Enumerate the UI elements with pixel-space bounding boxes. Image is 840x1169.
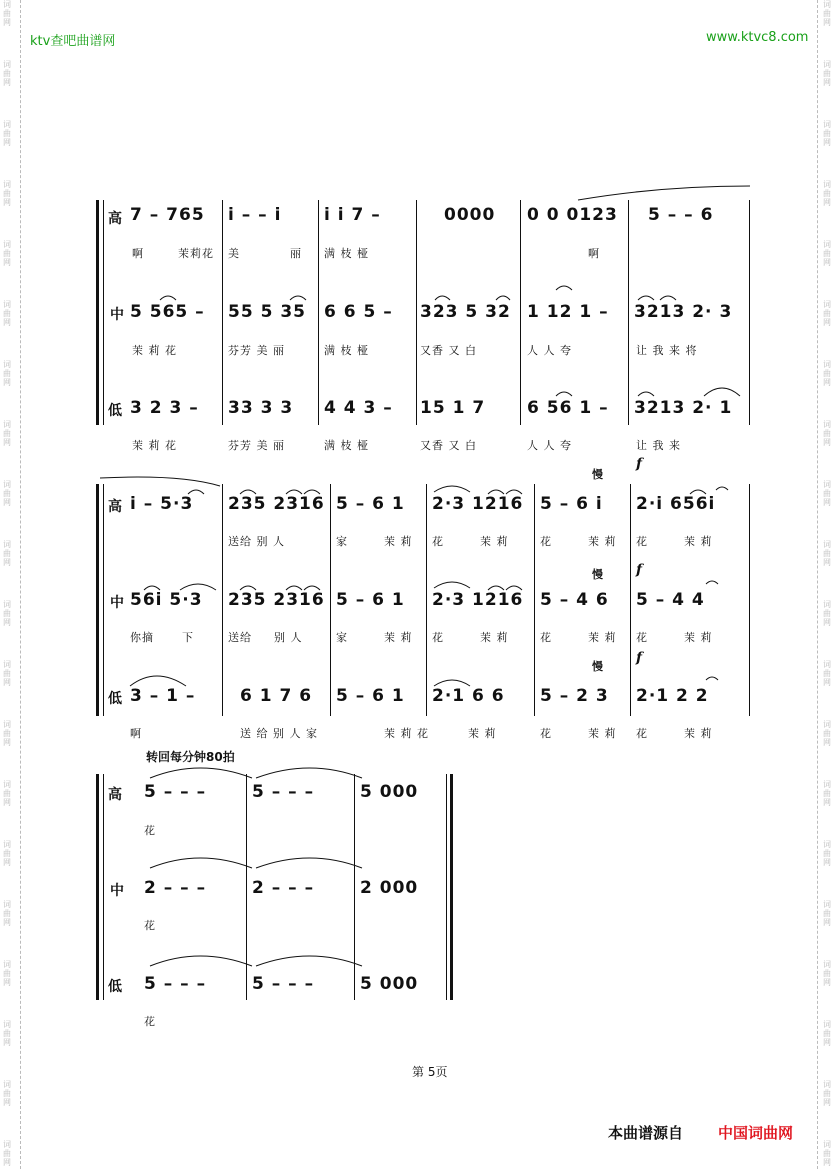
measure-notes: i – – i	[228, 205, 282, 225]
watermark-text: 词 曲 网	[823, 720, 831, 747]
part-label-low: 低	[108, 691, 122, 707]
measure-notes: 3213 2· 3	[634, 302, 733, 322]
lyric: 花	[144, 824, 156, 837]
watermark-text: 词 曲 网	[3, 660, 11, 687]
measure-notes: 5 – 6 1	[336, 686, 405, 706]
lyric: 芬芳 美 丽	[228, 344, 285, 357]
measure-notes: 4 4 3 –	[324, 398, 393, 418]
lyric: 丽	[290, 247, 302, 260]
measure-notes: 5 – 6 1	[336, 494, 405, 514]
measure-notes: i i 7 –	[324, 205, 381, 225]
part-label-low: 低	[108, 979, 122, 995]
measure-notes: 6 56 1 –	[527, 398, 609, 418]
forte-marking: f	[636, 650, 643, 666]
lyric: 啊	[132, 247, 144, 260]
measure-notes: i – 5·3	[130, 494, 194, 514]
measure-notes: 33 3 3	[228, 398, 294, 418]
watermark-text: 词 曲 网	[3, 540, 11, 567]
lyric: 满 枝 桠	[324, 247, 369, 260]
measure-notes: 235 2316	[228, 590, 325, 610]
watermark-text: 词 曲 网	[3, 1080, 11, 1107]
measure-notes: 5 – 6 i	[540, 494, 603, 514]
measure-notes: 0 0 0123	[527, 205, 618, 225]
measure-notes: 5 000	[360, 974, 419, 994]
watermark-text: 词 曲 网	[3, 600, 11, 627]
lyric: 花	[432, 535, 444, 548]
watermark-text: 词 曲 网	[823, 600, 831, 627]
lyric: 花	[636, 631, 648, 644]
measure-notes: 323 5 32	[420, 302, 511, 322]
page-number: 第 5页	[412, 1065, 448, 1079]
watermark-text: 词 曲 网	[823, 480, 831, 507]
lyric: 花	[636, 535, 648, 548]
lyric: 家	[336, 535, 348, 548]
lyric: 花	[144, 919, 156, 932]
watermark-text: 词 曲 网	[3, 480, 11, 507]
tempo-marking: 转回每分钟80拍	[146, 750, 235, 764]
forte-marking: f	[636, 456, 643, 472]
watermark-text: 词 曲 网	[823, 1020, 831, 1047]
watermark-text: 词 曲 网	[823, 1080, 831, 1107]
watermark-text: 词 曲 网	[823, 420, 831, 447]
measure-notes: 235 2316	[228, 494, 325, 514]
measure-notes: 3213 2· 1	[634, 398, 733, 418]
barline	[246, 774, 247, 1000]
measure-notes: 5 000	[360, 782, 419, 802]
measure-notes: 2·i 656i	[636, 494, 716, 514]
watermark-text: 词 曲 网	[823, 180, 831, 207]
measure-notes: 2 – – –	[144, 878, 207, 898]
measure-notes: 5 – – –	[144, 974, 207, 994]
lyric: 又香 又 白	[420, 344, 477, 357]
watermark-text: 词 曲 网	[3, 60, 11, 87]
watermark-text: 词 曲 网	[823, 0, 831, 27]
watermark-text: 词 曲 网	[823, 240, 831, 267]
lyric: 让 我 来	[636, 439, 681, 452]
measure-notes: 55 5 35	[228, 302, 306, 322]
part-label-mid: 中	[110, 883, 124, 899]
header-site-name[interactable]: ktv查吧曲谱网	[30, 34, 116, 49]
watermark-text: 词 曲 网	[3, 360, 11, 387]
watermark-text: 词 曲 网	[823, 1140, 831, 1167]
lyric: 茉 莉	[384, 631, 413, 644]
measure-notes: 6 6 5 –	[324, 302, 393, 322]
lyric: 送 给 别 人 家	[240, 727, 318, 740]
final-barline	[446, 774, 447, 1000]
measure-notes: 5 – 4 6	[540, 590, 609, 610]
watermark-text: 词 曲 网	[3, 120, 11, 147]
final-barline-thick	[450, 774, 453, 1000]
measure-notes: 3 2 3 –	[130, 398, 199, 418]
system-brace	[96, 774, 99, 1000]
lyric: 啊	[130, 727, 142, 740]
measure-notes: 5 – 2 3	[540, 686, 609, 706]
part-label-high: 高	[108, 211, 122, 227]
slow-marking: 慢	[592, 660, 603, 673]
part-label-high: 高	[108, 499, 122, 515]
watermark-text: 词 曲 网	[823, 60, 831, 87]
lyric: 茉 莉	[588, 631, 617, 644]
watermark-text: 词 曲 网	[3, 1140, 11, 1167]
measure-notes: 5 – – –	[252, 782, 315, 802]
measure-notes: 5 565 –	[130, 302, 205, 322]
source-label: 本曲谱源自	[608, 1124, 684, 1142]
watermark-text: 词 曲 网	[823, 540, 831, 567]
slow-marking: 慢	[592, 568, 603, 581]
watermark-text: 词 曲 网	[823, 300, 831, 327]
measure-notes: 2 000	[360, 878, 419, 898]
barline	[354, 774, 355, 1000]
measure-notes: 2·3 1216	[432, 494, 524, 514]
lyric: 茉 莉 花	[384, 727, 429, 740]
watermark-text: 词 曲 网	[3, 1020, 11, 1047]
lyric: 茉 莉	[684, 727, 713, 740]
lyric: 送给 别 人	[228, 535, 285, 548]
lyric: 别 人	[274, 631, 303, 644]
measure-notes: 3 – 1 –	[130, 686, 196, 706]
watermark-text: 词 曲 网	[823, 900, 831, 927]
lyric: 花	[432, 631, 444, 644]
lyric: 茉 莉	[480, 631, 509, 644]
watermark-text: 词 曲 网	[3, 840, 11, 867]
measure-notes: 2·1 6 6	[432, 686, 505, 706]
measure-notes: 2·3 1216	[432, 590, 524, 610]
forte-marking: f	[636, 562, 643, 578]
lyric: 人 人 夸	[527, 439, 572, 452]
lyric: 让 我 来 将	[636, 344, 698, 357]
lyric: 美	[228, 247, 240, 260]
lyric: 茉 莉 花	[132, 439, 177, 452]
watermark-text: 词 曲 网	[823, 360, 831, 387]
measure-notes: 5 – – –	[252, 974, 315, 994]
lyric: 花	[540, 535, 552, 548]
slow-marking: 慢	[592, 468, 603, 481]
watermark-text: 词 曲 网	[3, 900, 11, 927]
lyric: 满 枝 桠	[324, 439, 369, 452]
watermark-text: 词 曲 网	[3, 780, 11, 807]
lyric: 下	[182, 631, 194, 644]
measure-notes: 5 – 4 4	[636, 590, 705, 610]
lyric: 茉 莉 花	[132, 344, 177, 357]
source-site-link[interactable]: 中国词曲网	[718, 1124, 794, 1142]
lyric: 又香 又 白	[420, 439, 477, 452]
measure-notes: 5 – – 6	[648, 205, 714, 225]
measure-notes: 6 1 7 6	[240, 686, 313, 706]
watermark-text: 词 曲 网	[3, 240, 11, 267]
lyric: 送给	[228, 631, 252, 644]
lyric: 茉 莉	[588, 727, 617, 740]
lyric: 啊	[588, 247, 600, 260]
watermark-text: 词 曲 网	[3, 300, 11, 327]
part-label-mid: 中	[110, 595, 124, 611]
part-label-low: 低	[108, 403, 122, 419]
watermark-text: 词 曲 网	[3, 960, 11, 987]
lyric: 家	[336, 631, 348, 644]
watermark-text: 词 曲 网	[3, 180, 11, 207]
lyric: 茉 莉	[684, 631, 713, 644]
watermark-text: 词 曲 网	[823, 120, 831, 147]
lyric: 花	[636, 727, 648, 740]
lyric: 茉莉花	[178, 247, 214, 260]
measure-notes: 7 – 765	[130, 205, 205, 225]
watermark-text: 词 曲 网	[3, 720, 11, 747]
lyric: 茉 莉	[684, 535, 713, 548]
lyric: 茉 莉	[588, 535, 617, 548]
lyric: 花	[540, 727, 552, 740]
lyric: 你摘	[130, 631, 154, 644]
lyric: 芬芳 美 丽	[228, 439, 285, 452]
measure-notes: 5 – 6 1	[336, 590, 405, 610]
measure-notes: 0000	[444, 205, 496, 225]
lyric: 茉 莉	[384, 535, 413, 548]
lyric: 花	[144, 1015, 156, 1028]
lyric: 人 人 夸	[527, 344, 572, 357]
watermark-text: 词 曲 网	[823, 780, 831, 807]
measure-notes: 56i 5·3	[130, 590, 203, 610]
watermark-text: 词 曲 网	[3, 420, 11, 447]
watermark-text: 词 曲 网	[823, 660, 831, 687]
measure-notes: 5 – – –	[144, 782, 207, 802]
system-start-line	[103, 774, 104, 1000]
lyric: 满 枝 桠	[324, 344, 369, 357]
measure-notes: 2 – – –	[252, 878, 315, 898]
measure-notes: 1 12 1 –	[527, 302, 609, 322]
lyric: 花	[540, 631, 552, 644]
lyric: 茉 莉	[480, 535, 509, 548]
part-label-high: 高	[108, 787, 122, 803]
watermark-text: 词 曲 网	[823, 840, 831, 867]
lyric: 茉 莉	[468, 727, 497, 740]
watermark-text: 词 曲 网	[3, 0, 11, 27]
measure-notes: 2·1 2 2	[636, 686, 709, 706]
header-site-url[interactable]: www.ktvc8.com	[706, 30, 809, 45]
part-label-mid: 中	[110, 307, 124, 323]
measure-notes: 15 1 7	[420, 398, 486, 418]
watermark-text: 词 曲 网	[823, 960, 831, 987]
